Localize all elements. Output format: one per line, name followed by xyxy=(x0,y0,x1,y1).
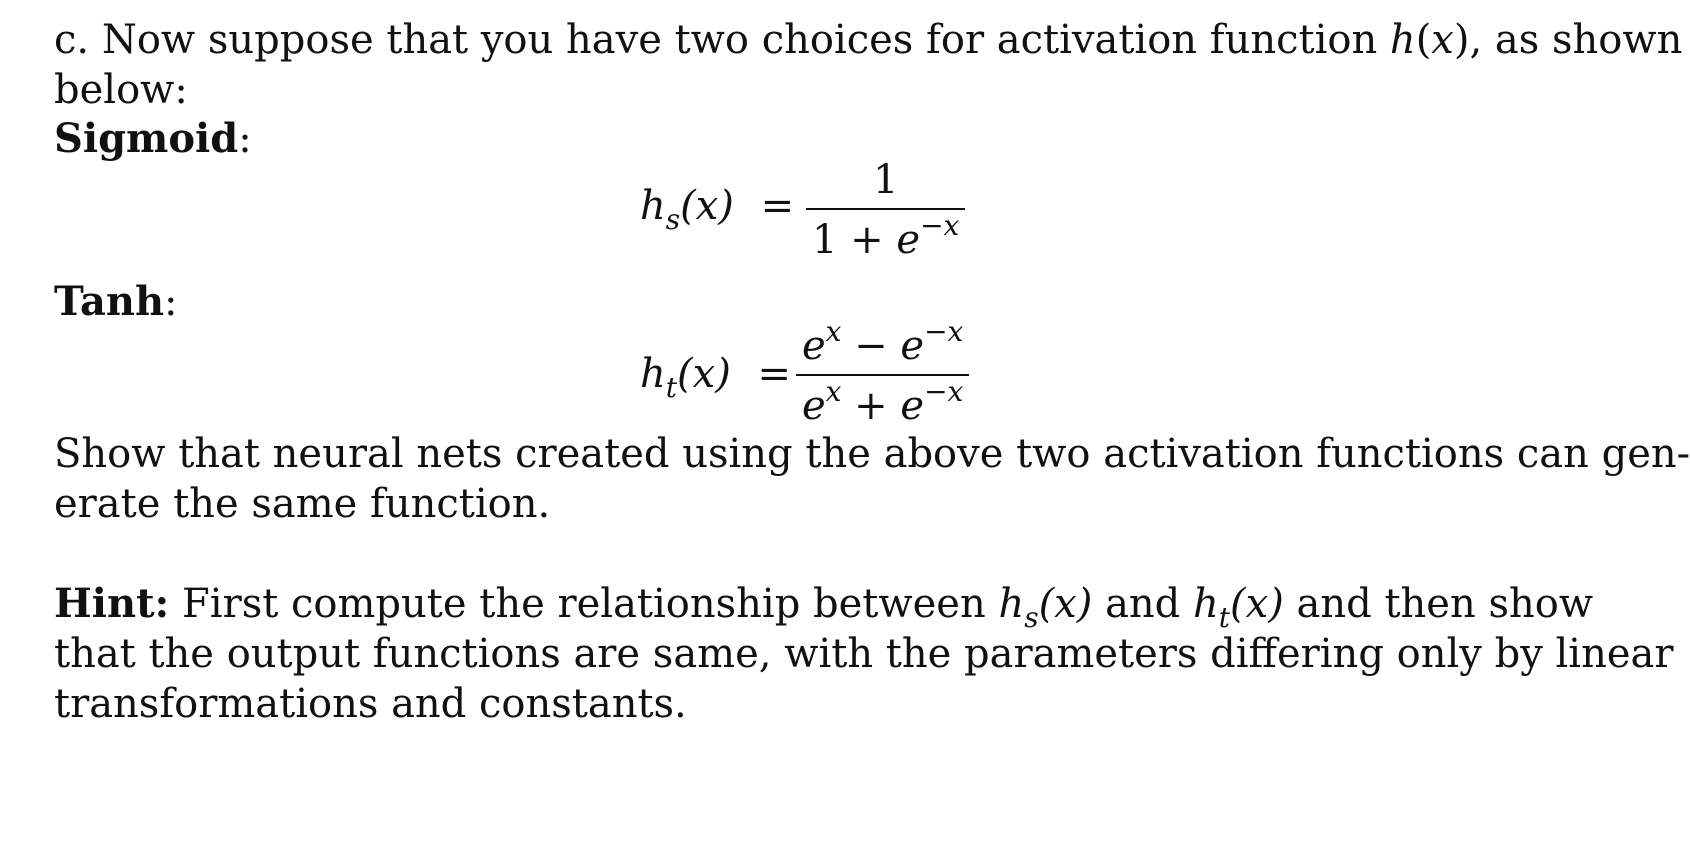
show-line-2 xyxy=(54,478,550,530)
sigmoid-den-e: e xyxy=(896,217,921,263)
tanh-num-e2: e xyxy=(900,323,925,369)
tanh-fraction xyxy=(796,315,969,430)
intro-math-close: ) xyxy=(1453,17,1470,63)
tanh-heading xyxy=(54,276,178,328)
tanh-lhs-sub: t xyxy=(665,371,678,404)
sigmoid-equals: = xyxy=(760,183,795,229)
show-text-1: Show that neural nets created using the above two activation functions can gen- xyxy=(54,431,1690,477)
tanh-num-op: − xyxy=(841,323,901,369)
sigmoid-lhs-h: h xyxy=(640,183,666,229)
sigmoid-lhs-sub: s xyxy=(665,203,681,236)
tanh-num-exp2: −x xyxy=(924,315,964,348)
tanh-denominator xyxy=(796,375,969,430)
tanh-colon: : xyxy=(164,279,178,325)
tanh-den-e1: e xyxy=(802,383,826,429)
tanh-numerator xyxy=(796,315,969,370)
show-text-2: erate the same function. xyxy=(54,481,551,527)
sigmoid-lhs xyxy=(640,182,795,236)
sigmoid-numerator xyxy=(867,156,904,204)
sigmoid-den-exp: −x xyxy=(920,209,960,242)
tanh-den-exp2: −x xyxy=(924,375,964,408)
sigmoid-label: Sigmoid xyxy=(54,115,239,162)
intro-line-1 xyxy=(54,14,1682,66)
tanh-den-e2: e xyxy=(900,383,925,429)
hint-line-1 xyxy=(54,578,1594,634)
hint-and-text: and xyxy=(1092,581,1194,627)
hint-hs-arg: (x) xyxy=(1038,581,1093,627)
hint-text-1a: First compute the relationship between xyxy=(169,581,999,627)
tanh-num-e1: e xyxy=(802,323,826,369)
hint-text-1b: and then show xyxy=(1283,581,1594,627)
tanh-lhs xyxy=(640,350,792,404)
intro-line-2 xyxy=(54,64,188,116)
hint-label: Hint: xyxy=(54,580,170,627)
intro-continued: below: xyxy=(54,67,188,113)
hint-ht-arg: (x) xyxy=(1230,581,1284,627)
intro-math-h: h xyxy=(1389,17,1416,63)
sigmoid-numerator-value: 1 xyxy=(872,157,899,203)
sigmoid-fraction xyxy=(806,156,965,264)
tanh-den-exp1: x xyxy=(825,375,842,408)
hint-ht-h: h xyxy=(1193,581,1219,627)
hint-ht-sub: t xyxy=(1218,601,1231,634)
tanh-lhs-arg: (x) xyxy=(677,351,731,397)
sigmoid-colon: : xyxy=(238,116,252,162)
hint-hs-h: h xyxy=(998,581,1025,627)
sigmoid-denominator xyxy=(806,209,965,264)
tanh-label: Tanh xyxy=(54,278,165,325)
intro-math-x: x xyxy=(1431,17,1454,63)
sigmoid-lhs-arg: (x) xyxy=(680,183,734,229)
sigmoid-den-one-plus: 1 + xyxy=(812,217,897,263)
hint-line-3 xyxy=(54,678,687,730)
hint-text-3: transformations and constants. xyxy=(54,681,687,727)
intro-suffix: , as shown xyxy=(1469,17,1683,63)
tanh-den-op: + xyxy=(841,383,901,429)
tanh-equals: = xyxy=(757,351,792,397)
intro-prefix: c. Now suppose that you have two choices for activation function xyxy=(54,17,1390,63)
sigmoid-heading xyxy=(54,113,252,165)
tanh-num-exp1: x xyxy=(825,315,842,348)
hint-line-2 xyxy=(54,628,1674,680)
hint-hs-sub: s xyxy=(1024,601,1039,634)
hint-text-2: that the output functions are same, with the parameters differing only by linear xyxy=(54,631,1674,677)
tanh-lhs-h: h xyxy=(640,351,666,397)
show-line-1 xyxy=(54,428,1690,480)
intro-math-open: ( xyxy=(1415,17,1432,63)
